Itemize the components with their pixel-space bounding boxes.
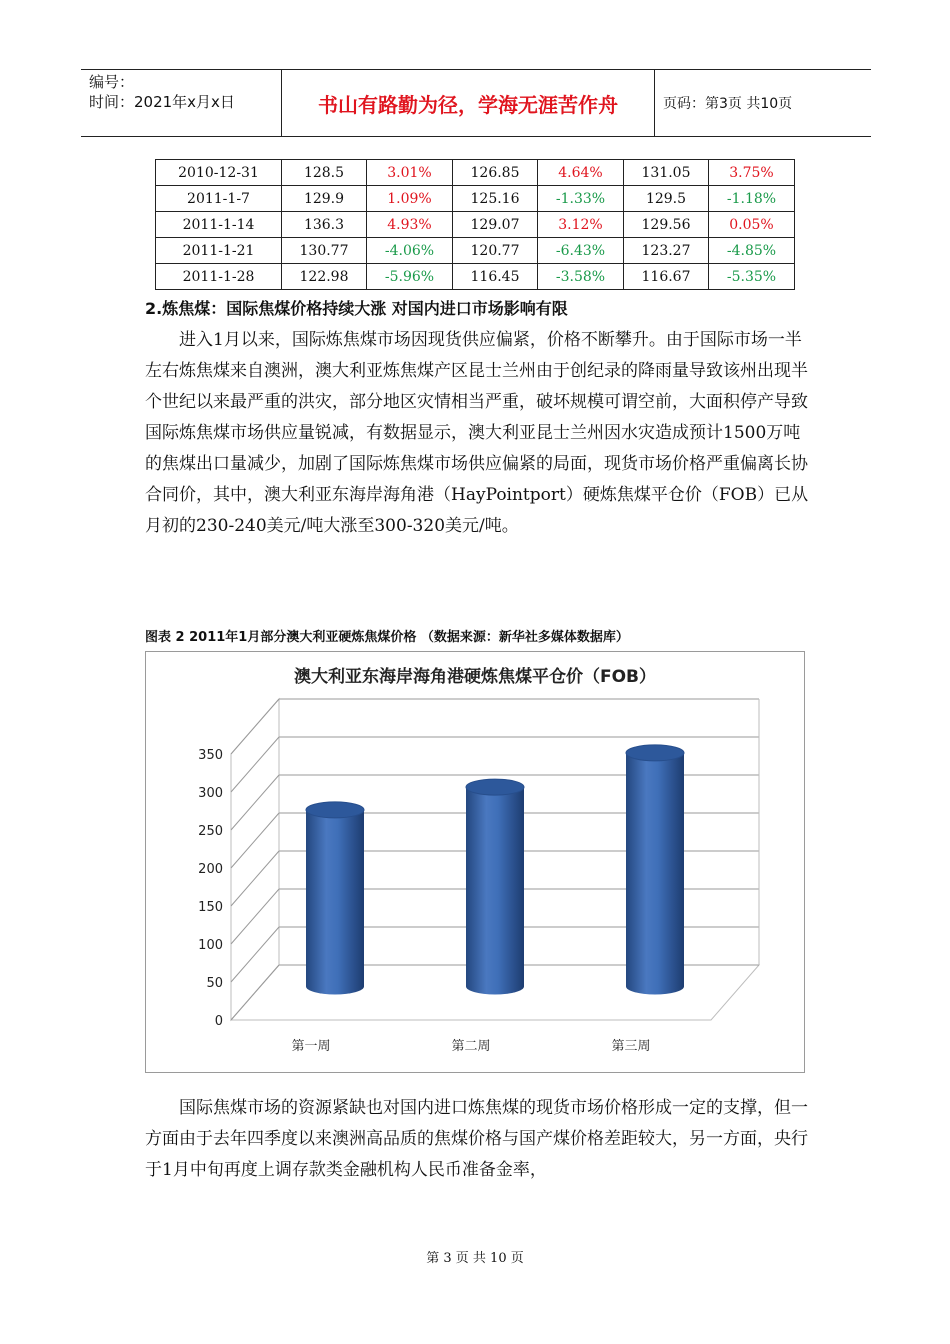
chart-container	[145, 651, 805, 1073]
change-cell: 3.75%	[709, 160, 795, 186]
price-table	[155, 159, 795, 290]
change-cell: -1.18%	[709, 186, 795, 212]
bar-chart	[146, 652, 804, 1072]
figure-caption: 图表 2 2011年1月部分澳大利亚硬炼焦煤价格 （数据来源：新华社多媒体数据库）	[145, 630, 629, 645]
paragraph-1	[145, 325, 815, 542]
value-cell: 123.27	[624, 238, 709, 264]
value-cell: 116.67	[624, 264, 709, 290]
value-cell: 128.5	[282, 160, 367, 186]
date-cell: 2011-1-28	[156, 264, 282, 290]
y-tick-label: 350	[198, 748, 223, 763]
change-cell: 3.01%	[367, 160, 453, 186]
date-cell: 2011-1-7	[156, 186, 282, 212]
change-cell: 4.93%	[367, 212, 453, 238]
date-cell: 2011-1-21	[156, 238, 282, 264]
number-label: 编号：	[89, 73, 135, 91]
bar	[466, 787, 524, 994]
x-tick-label: 第三周	[611, 1039, 651, 1054]
y-tick-label: 0	[214, 1014, 223, 1029]
table-row	[156, 186, 795, 212]
paragraph-1-text: 进入1月以来，国际炼焦煤市场因现货供应偏紧，价格不断攀升。由于国际市场一半左右炼焦煤来自澳洲，澳大利亚炼焦煤产区昆士兰州由于创纪录的降雨量导致该州出现半个世纪以来最严重的洪灾，部分地区灾情相当严重，破坏规模可谓空前，大面积停产导致国际炼焦煤市场供应量锐减，有数据显示，澳大利亚昆士兰州因水灾造成预计1500万吨的焦煤出口量减少，加剧了国际炼焦煤市场供应偏紧的局面，现货市场价格严重偏离长协合同价，其中，澳大利亚东海岸海角港（HayPointport）硬炼焦煤平仓价（FOB）已从月初的230-240美元/吨大涨至300-320美元/吨。	[145, 330, 809, 536]
paragraph-2	[145, 1093, 815, 1186]
change-cell: 3.12%	[538, 212, 624, 238]
value-cell: 125.16	[453, 186, 538, 212]
value-cell: 129.56	[624, 212, 709, 238]
bar	[306, 810, 364, 995]
y-tick-label: 100	[198, 938, 223, 953]
value-cell: 129.9	[282, 186, 367, 212]
change-cell: 1.09%	[367, 186, 453, 212]
y-tick-label: 300	[198, 786, 223, 801]
value-cell: 129.5	[624, 186, 709, 212]
change-cell: 4.64%	[538, 160, 624, 186]
value-cell: 131.05	[624, 160, 709, 186]
value-cell: 130.77	[282, 238, 367, 264]
value-cell: 129.07	[453, 212, 538, 238]
change-cell: -3.58%	[538, 264, 624, 290]
bar-top	[306, 802, 364, 818]
table-row	[156, 238, 795, 264]
change-cell: -5.96%	[367, 264, 453, 290]
paragraph-2-text: 国际焦煤市场的资源紧缺也对国内进口炼焦煤的现货市场价格形成一定的支撑，但一方面由于去年四季度以来澳洲高品质的焦煤价格与国产煤价格差距较大，另一方面，央行于1月中旬再度上调存款类金融机构人民币准备金率，	[145, 1098, 808, 1180]
value-cell: 136.3	[282, 212, 367, 238]
bar	[626, 753, 684, 995]
value-cell: 120.77	[453, 238, 538, 264]
x-tick-label: 第一周	[291, 1039, 331, 1054]
x-tick-label: 第二周	[451, 1039, 491, 1054]
table-row	[156, 264, 795, 290]
y-tick-label: 50	[206, 976, 223, 991]
date-cell: 2010-12-31	[156, 160, 282, 186]
change-cell: -6.43%	[538, 238, 624, 264]
change-cell: -1.33%	[538, 186, 624, 212]
change-cell: -4.06%	[367, 238, 453, 264]
change-cell: -4.85%	[709, 238, 795, 264]
table-row	[156, 212, 795, 238]
value-cell: 116.45	[453, 264, 538, 290]
change-cell: 0.05%	[709, 212, 795, 238]
header-page-info: 页码：第3页 共10页	[663, 96, 793, 112]
time-label: 时间：2021年x月x日	[89, 93, 235, 111]
bar-top	[466, 779, 524, 795]
y-tick-label: 150	[198, 900, 223, 915]
chart-title: 澳大利亚东海岸海角港硬炼焦煤平仓价（FOB）	[293, 667, 657, 687]
value-cell: 122.98	[282, 264, 367, 290]
table-row	[156, 160, 795, 186]
header-motto: 书山有路勤为径，学海无涯苦作舟	[281, 70, 655, 136]
header-meta	[81, 70, 281, 136]
bar-top	[626, 745, 684, 761]
value-cell: 126.85	[453, 160, 538, 186]
date-cell: 2011-1-14	[156, 212, 282, 238]
section-heading: 2.炼焦煤：国际焦煤价格持续大涨 对国内进口市场影响有限	[145, 299, 568, 318]
page-header	[81, 69, 871, 137]
page-footer: 第 3 页 共 10 页	[426, 1251, 524, 1266]
change-cell: -5.35%	[709, 264, 795, 290]
y-tick-label: 250	[198, 824, 223, 839]
y-tick-label: 200	[198, 862, 223, 877]
